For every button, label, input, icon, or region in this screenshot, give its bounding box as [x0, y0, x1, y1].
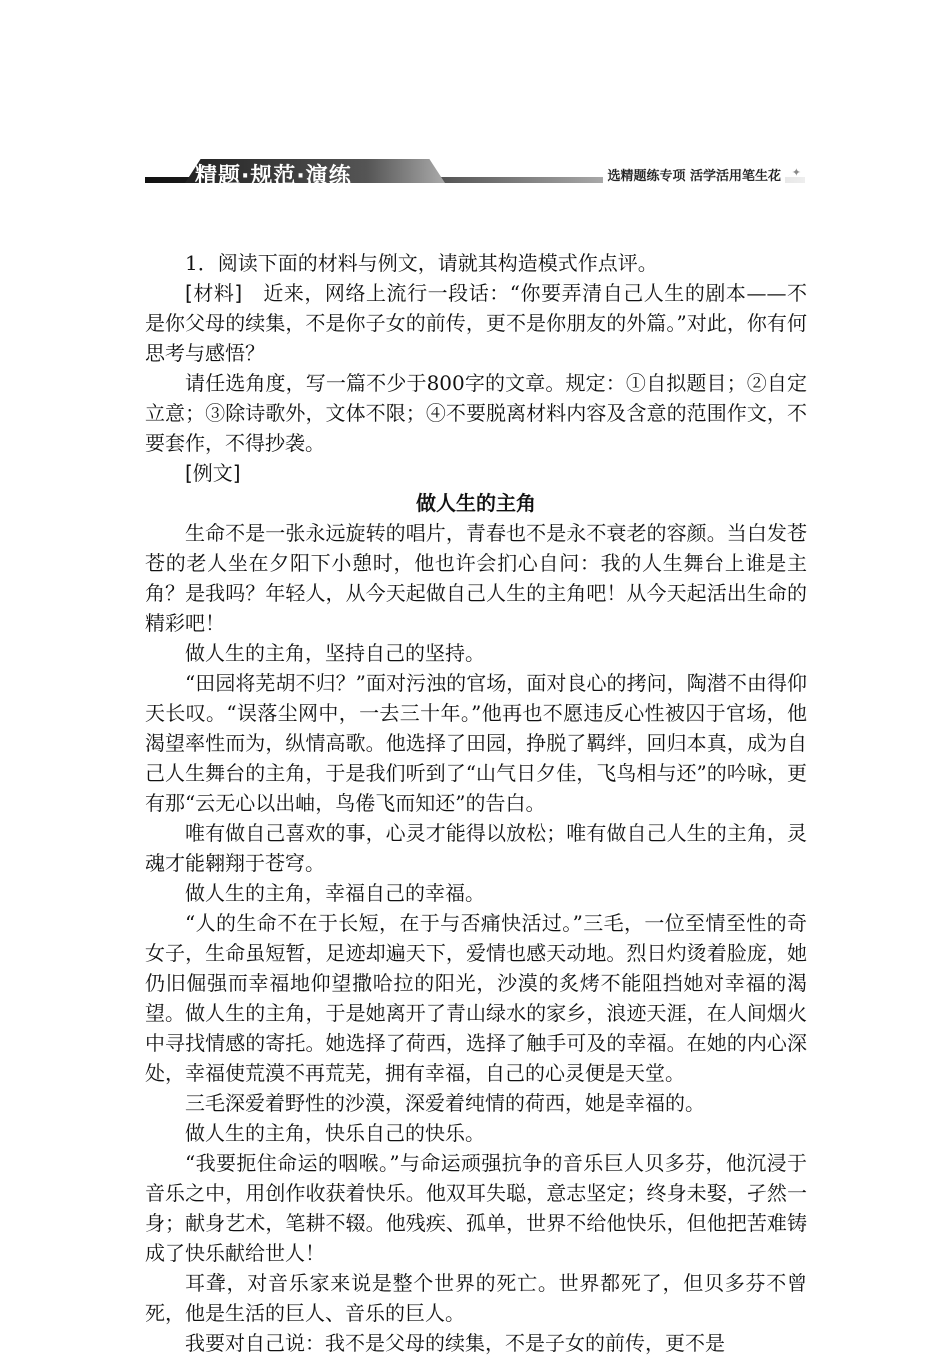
section-header — [145, 157, 805, 193]
essay-paragraph: “田园将芜胡不归？”面对污浊的官场，面对良心的拷问，陶潜不由得仰天长叹。“误落尘网中，一去三十年。”他再也不愿违反心性被囚于官场，他渴望率性而为，纵情高歌。他选择了田园，挣脱了羁绊，回归本真，成为自己人生舞台的主角，于是我们听到了“山气日夕佳，飞鸟相与还”的吟咏，更有那“云无心以出岫，鸟倦飞而知还”的告白。 — [145, 671, 807, 815]
material-text: 近来，网络上流行一段话：“你要弄清自己人生的剧本——不是你父母的续集，不是你子女的前传，更不是你朋友的外篇。”对此，你有何思考与感悟？ — [145, 281, 808, 365]
essay-paragraph: 做人生的主角，幸福自己的幸福。 — [185, 881, 485, 905]
essay-paragraph: 我要对自己说：我不是父母的续集，不是子女的前传，更不是 — [185, 1331, 725, 1355]
essay-paragraph: “我要扼住命运的咽喉。”与命运顽强抗争的音乐巨人贝多芬，他沉浸于音乐之中，用创作收获着快乐。他双耳失聪，意志坚定；终身未娶，孑然一身；献身艺术，笔耕不辍。他残疾、孤单，世界不给他快乐，但他把苦难铸成了快乐献给世人！ — [145, 1151, 807, 1265]
document-body — [145, 248, 807, 1358]
section-slogan: 选精题练专项 活学活用笔生花 — [603, 165, 785, 184]
essay-paragraph: 生命不是一张永远旋转的唱片，青春也不是永不衰老的容颜。当白发苍苍的老人坐在夕阳下小憩时，他也许会扪心自问：我的人生舞台上谁是主角？是我吗？年轻人，从今天起做自己人生的主角吧！从今天起活出生命的精彩吧！ — [145, 521, 807, 635]
example-label: [例文] — [185, 461, 241, 485]
essay-paragraph: 做人生的主角，坚持自己的坚持。 — [185, 641, 485, 665]
essay-paragraph: 唯有做自己喜欢的事，心灵才能得以放松；唯有做自己人生的主角，灵魂才能翱翔于苍穹。 — [145, 821, 807, 875]
question-prompt: 1．阅读下面的材料与例文，请就其构造模式作点评。 — [185, 251, 658, 275]
essay-paragraph: 做人生的主角，快乐自己的快乐。 — [185, 1121, 485, 1145]
material-label: [材料] — [185, 281, 243, 305]
material-paragraph — [145, 278, 807, 368]
sparkle-icon: ✦ — [791, 166, 801, 179]
requirements-paragraph: 请任选角度，写一篇不少于800字的文章。规定：①自拟题目；②自定立意；③除诗歌外，文体不限；④不要脱离材料内容及含意的范围作文，不要套作，不得抄袭。 — [145, 371, 807, 455]
essay-paragraph: 三毛深爱着野性的沙漠，深爱着纯情的荷西，她是幸福的。 — [185, 1091, 705, 1115]
section-title: 精题·规范·演练 — [195, 164, 352, 189]
essay-paragraph: “人的生命不在于长短，在于与否痛快活过。”三毛，一位至情至性的奇女子，生命虽短暂，足迹却遍天下，爱情也感天动地。烈日灼烫着脸庞，她仍旧倔强而幸福地仰望撒哈拉的阳光，沙漠的炙烤不能阻挡她对幸福的渴望。做人生的主角，于是她离开了青山绿水的家乡，浪迹天涯，在人间烟火中寻找情感的寄托。她选择了荷西，选择了触手可及的幸福。在她的内心深处，幸福使荒漠不再荒芜，拥有幸福，自己的心灵便是天堂。 — [145, 911, 807, 1085]
essay-paragraph: 耳聋，对音乐家来说是整个世界的死亡。世界都死了，但贝多芬不曾死，他是生活的巨人、音乐的巨人。 — [145, 1271, 807, 1325]
essay-title: 做人生的主角 — [416, 491, 536, 515]
